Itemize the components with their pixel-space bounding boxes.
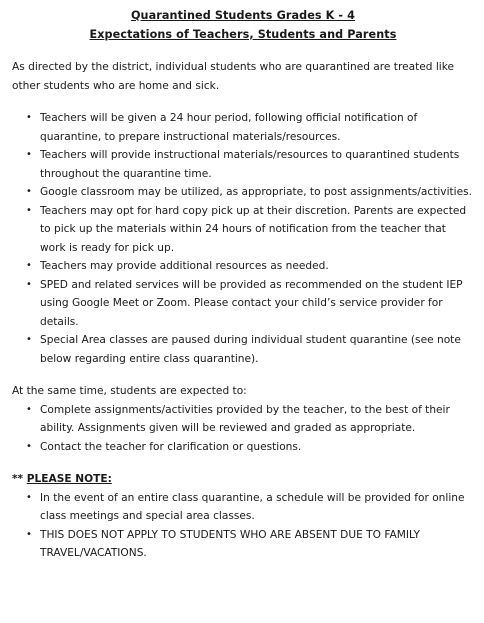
teacher-expectations-list	[12, 109, 474, 368]
list-item	[12, 183, 474, 202]
bullet-icon: •	[26, 334, 32, 345]
note-prefix: **	[12, 473, 27, 485]
student-expectations-list	[12, 401, 474, 457]
list-item-text: SPED and related services will be provided as recommended on the student IEP using Google Meet or Zoom. Please contact your child’s service provider for details.	[40, 278, 463, 328]
list-item	[12, 202, 474, 258]
list-item	[12, 438, 474, 457]
list-item-text: Complete assignments/activities provided by the teacher, to the best of their ability. Assignments given will be reviewed and graded as appropriate.	[40, 403, 450, 434]
list-item-text: Teachers may opt for hard copy pick up at their discretion. Parents are expected to pick up the materials within 24 hours of notification from the teacher that work is ready for pick up.	[40, 204, 467, 254]
list-item	[12, 401, 474, 438]
list-item-text: THIS DOES NOT APPLY TO STUDENTS WHO ARE ABSENT DUE TO FAMILY TRAVEL/VACATIONS.	[40, 528, 420, 559]
bullet-icon: •	[26, 149, 32, 160]
students-lead-text: At the same time, students are expected to:	[12, 385, 247, 397]
list-item	[12, 331, 474, 368]
title-block	[12, 6, 474, 44]
bullet-icon: •	[26, 260, 32, 271]
list-item	[12, 276, 474, 332]
list-item	[12, 489, 474, 526]
note-list	[12, 489, 474, 563]
title-line-1: Quarantined Students Grades K - 4	[130, 9, 356, 22]
note-label: PLEASE NOTE:	[26, 473, 112, 485]
bullet-icon: •	[26, 528, 32, 540]
bullet-icon: •	[26, 440, 32, 452]
bullet-icon: •	[26, 186, 32, 197]
bullet-icon: •	[26, 403, 32, 415]
list-item-text: Google classroom may be utilized, as appropriate, to post assignments/activities.	[40, 186, 473, 198]
title-line-2: Expectations of Teachers, Students and Parents	[89, 28, 397, 41]
list-item	[12, 146, 474, 183]
list-item	[12, 257, 474, 276]
list-item-text: Teachers will provide instructional materials/resources to quarantined students throughout the quarantine time.	[40, 149, 460, 180]
bullet-icon: •	[26, 491, 32, 503]
list-item	[12, 109, 474, 146]
note-heading	[12, 470, 474, 489]
list-item	[12, 526, 474, 563]
section-spacer	[12, 368, 474, 382]
list-item-text: Contact the teacher for clarification or questions.	[40, 440, 302, 453]
bullet-icon: •	[26, 112, 32, 123]
bullet-icon: •	[26, 278, 32, 290]
list-item-text: Teachers will be given a 24 hour period, following official notification of quarantine, to prepare instructional materials/resources.	[40, 112, 418, 143]
list-item-text: Special Area classes are paused during individual student quarantine (see note below regarding entire class quarantine).	[40, 334, 461, 365]
intro-paragraph: As directed by the district, individual students who are quarantined are treated like other students who are home and sick.	[12, 61, 455, 92]
list-item-text: In the event of an entire class quarantine, a schedule will be provided for online class meetings and special area classes.	[40, 491, 465, 522]
list-item-text: Teachers may provide additional resources as needed.	[40, 260, 329, 272]
bullet-icon: •	[26, 204, 32, 216]
section-spacer	[12, 456, 474, 470]
